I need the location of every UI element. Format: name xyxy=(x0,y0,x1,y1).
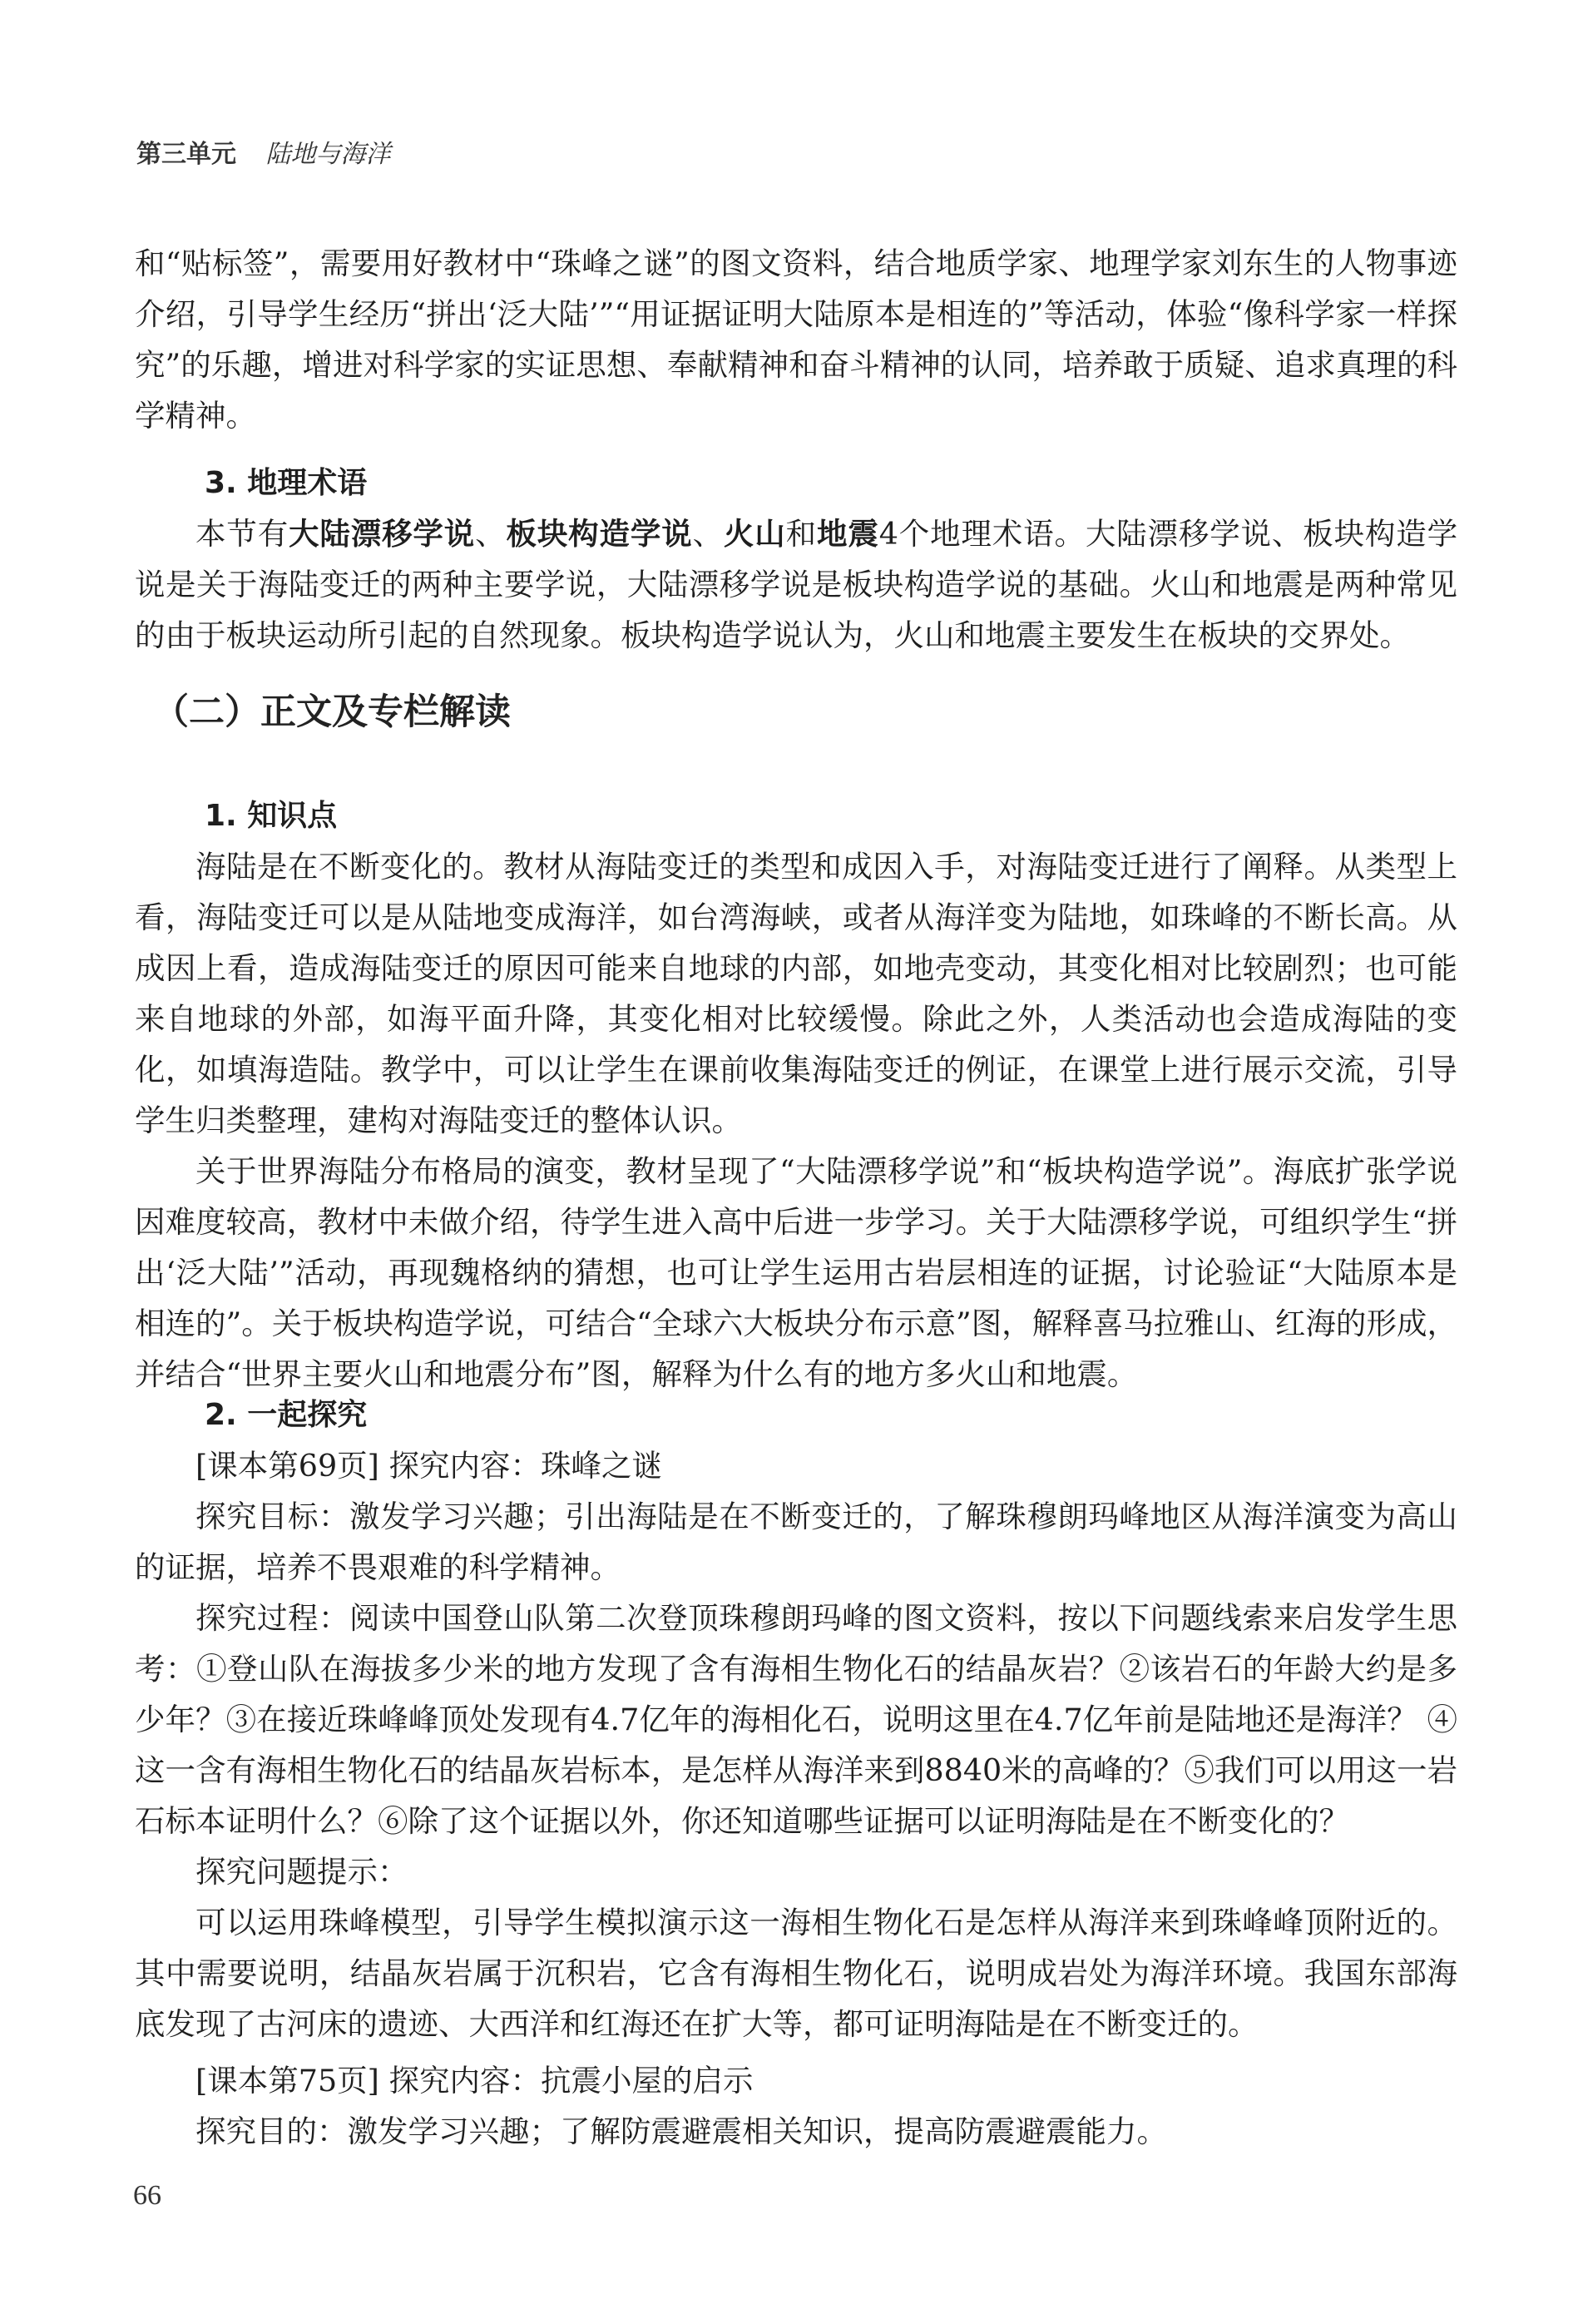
knowledge-block xyxy=(135,790,1457,1400)
explore-goal-69: 探究目标：激发学习兴趣；引出海陆是在不断变迁的，了解珠穆朗玛峰地区从海洋演变为高山的证据，培养不畏艰难的科学精神。 xyxy=(135,1499,1457,1585)
intro-paragraph: 和“贴标签”，需要用好教材中“珠峰之谜”的图文资料，结合地质学家、地理学家刘东生的人物事迹介绍，引导学生经历“拼出‘泛大陆’”“用证据证明大陆原本是相连的”等活动，体验“像科学家一样探究”的乐趣，增进对科学家的实证思想、奉献精神和奋斗精神的认同，培养敢于质疑、追求真理的科学精神。 xyxy=(135,245,1457,434)
intro-block xyxy=(135,238,1457,441)
term-earthquake: 地震 xyxy=(816,516,879,552)
term-continental-drift: 大陆漂移学说 xyxy=(289,516,476,552)
explore-goal-75: 探究目的：激发学习兴趣；了解防震避震相关知识，提高防震避震能力。 xyxy=(195,2113,1167,2149)
page-number: 66 xyxy=(133,2180,161,2211)
term-plate-tectonics: 板块构造学说 xyxy=(506,516,693,552)
unit-topic: 陆地与海洋 xyxy=(265,140,391,169)
knowledge-paragraph-2: 关于世界海陆分布格局的演变，教材呈现了“大陆漂移学说”和“板块构造学说”。海底扩张学说因难度较高，教材中未做介绍，待学生进入高中后进一步学习。关于大陆漂移学说，可组织学生“拼出‘泛大陆’”活动，再现魏格纳的猜想，也可让学生运用古岩层相连的证据，讨论验证“大陆原本是相连的”。关于板块构造学说，可结合“全球六大板块分布示意”图，解释喜马拉雅山、红海的形成，并结合“世界主要火山和地震分布”图，解释为什么有的地方多火山和地震。 xyxy=(135,1153,1457,1392)
explore-hint-label: 探究问题提示： xyxy=(195,1854,408,1890)
section-title: （二）正文及专栏解读 xyxy=(153,691,511,733)
explore-block-75 xyxy=(135,2055,1457,2157)
knowledge-paragraph-1: 海陆是在不断变化的。教材从海陆变迁的类型和成因入手，对海陆变迁进行了阐释。从类型上看，海陆变迁可以是从陆地变成海洋，如台湾海峡，或者从海洋变为陆地，如珠峰的不断长高。从成因上看，造成海陆变迁的原因可能来自地球的内部，如地壳变动，其变化相对比较剧烈；也可能来自地球的外部，如海平面升降，其变化相对比较缓慢。除此之外，人类活动也会造成海陆的变化，如填海造陆。教学中，可以让学生在课前收集海陆变迁的例证，在课堂上进行展示交流，引导学生归类整理，建构对海陆变迁的整体认识。 xyxy=(135,849,1457,1138)
explore-ref-69: [课本第69页] 探究内容：珠峰之谜 xyxy=(195,1448,663,1484)
section-title-block xyxy=(135,687,1457,738)
term-volcano: 火山 xyxy=(723,516,786,552)
knowledge-heading: 1. 知识点 xyxy=(205,799,338,833)
terms-heading: 3. 地理术语 xyxy=(205,466,368,500)
terms-paragraph: 本节有大陆漂移学说、板块构造学说、火山和地震4个地理术语。大陆漂移学说、板块构造学说是关于海陆变迁的两种主要学说，大陆漂移学说是板块构造学说的基础。火山和地震是两种常见的由于板块运动所引起的自然现象。板块构造学说认为，火山和地震主要发生在板块的交界处。 xyxy=(135,516,1458,653)
explore-hint-text: 可以运用珠峰模型，引导学生模拟演示这一海相生物化石是怎样从海洋来到珠峰峰顶附近的。其中需要说明，结晶灰岩属于沉积岩，它含有海相生物化石，说明成岩处为海洋环境。我国东部海底发现了古河床的遗迹、大西洋和红海还在扩大等，都可证明海陆是在不断变迁的。 xyxy=(135,1905,1457,2042)
unit-label: 第三单元 xyxy=(136,140,236,169)
explore-ref-75: [课本第75页] 探究内容：抗震小屋的启示 xyxy=(195,2063,754,2099)
running-header xyxy=(136,133,391,170)
terms-block xyxy=(135,458,1457,661)
explore-heading: 2. 一起探究 xyxy=(205,1398,368,1432)
explore-block xyxy=(135,1390,1457,2049)
explore-process-69: 探究过程：阅读中国登山队第二次登顶珠穆朗玛峰的图文资料，按以下问题线索来启发学生思考：①登山队在海拔多少米的地方发现了含有海相生物化石的结晶灰岩？②该岩石的年龄大约是多少年？③在接近珠峰峰顶处发现有4.7亿年的海相化石，说明这里在4.7亿年前是陆地还是海洋？ ④这一含有海相生物化石的结晶灰岩标本，是怎样从海洋来到8840米的高峰的？⑤我们可以用这一岩石标本证明什么？⑥除了这个证据以外，你还知道哪些证据可以证明海陆是在不断变化的？ xyxy=(135,1600,1457,1839)
